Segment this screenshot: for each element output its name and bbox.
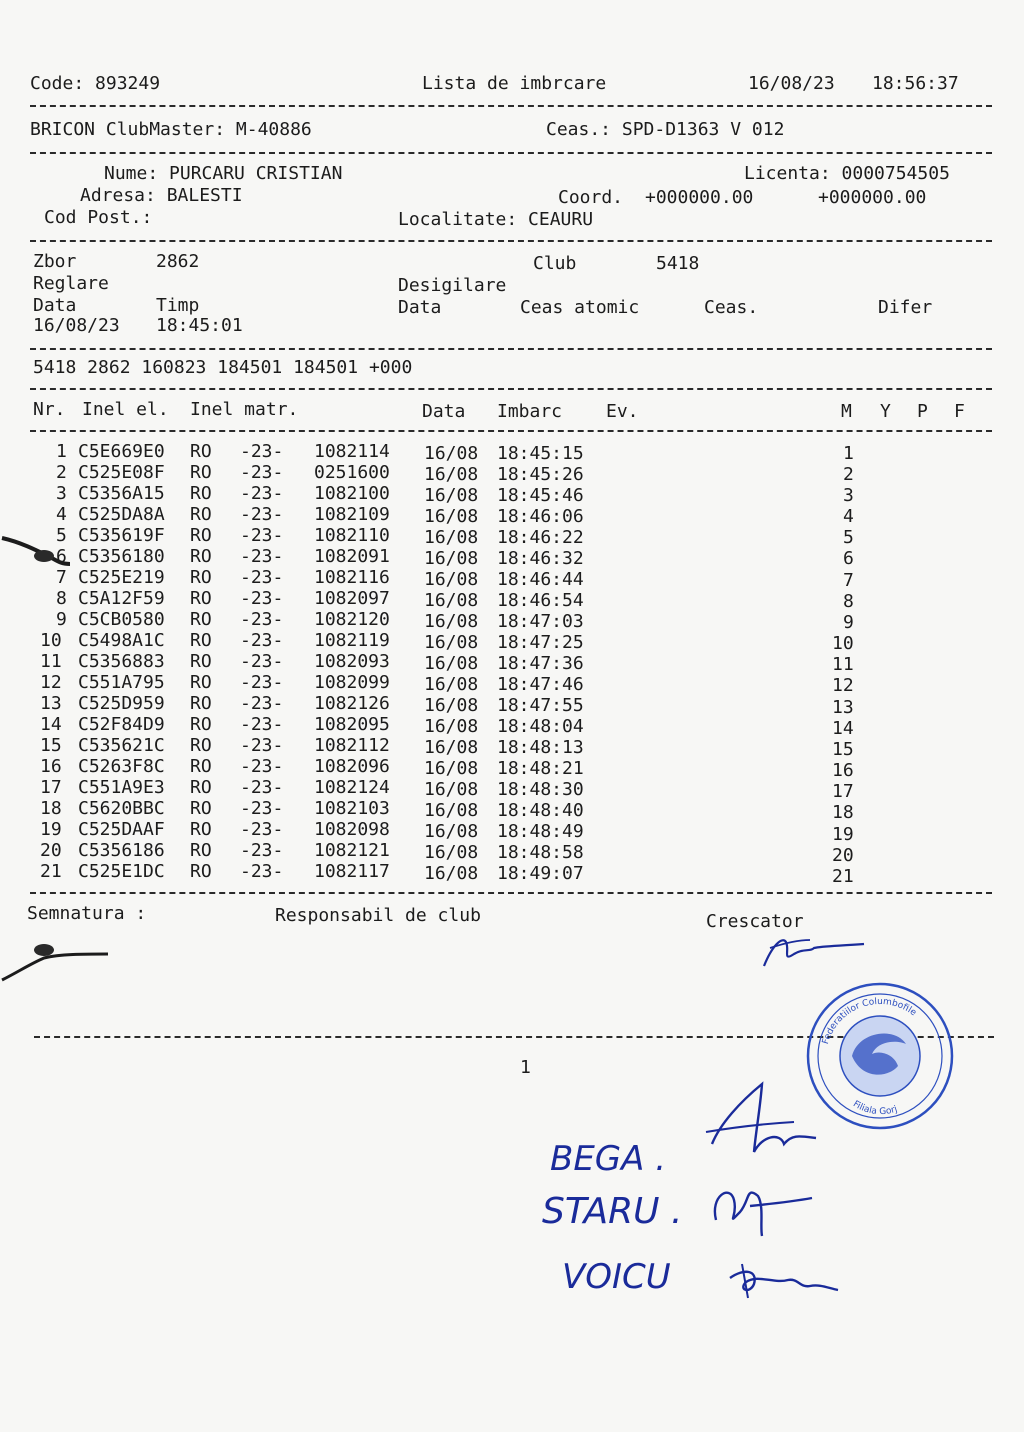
- ink-mark: [0, 525, 80, 572]
- flight-time: 18:45:01: [156, 315, 243, 336]
- cell-inel-matr: 1082121: [314, 840, 390, 861]
- cell-time: 18:45:15: [497, 443, 584, 464]
- table-row: [0, 798, 1024, 823]
- cell-m: 14: [832, 718, 854, 739]
- cell-inel-matr: 1082095: [314, 714, 390, 735]
- cell-m: 15: [832, 739, 854, 760]
- cell-inel-el: C5CB0580: [78, 609, 165, 630]
- cell-country: RO: [190, 693, 212, 714]
- cell-country: RO: [190, 567, 212, 588]
- cell-inel-matr: 1082112: [314, 735, 390, 756]
- cell-inel-matr: 0251600: [314, 462, 390, 483]
- cell-m: 11: [832, 654, 854, 675]
- cell-nr: 7: [56, 567, 67, 588]
- cell-inel-el: C525D959: [78, 693, 165, 714]
- zbor-value: 2862: [156, 251, 200, 272]
- cell-m: 3: [843, 485, 854, 506]
- cell-year: -23-: [240, 756, 284, 777]
- cell-inel-el: C551A9E3: [78, 777, 165, 798]
- federation-stamp: [802, 980, 958, 1130]
- cell-nr: 19: [40, 819, 62, 840]
- cell-year: -23-: [240, 714, 284, 735]
- table-row: [0, 652, 1024, 673]
- cell-year: -23-: [240, 630, 284, 651]
- club-responsible-label: Responsabil de club: [275, 905, 481, 926]
- cell-year: -23-: [240, 693, 284, 714]
- cell-nr: 14: [40, 714, 62, 735]
- cell-country: RO: [190, 798, 212, 819]
- licence: Licenta: 0000754505: [744, 163, 950, 184]
- cell-inel-el: C5620BBC: [78, 798, 165, 819]
- cell-nr: 2: [56, 462, 67, 483]
- cell-country: RO: [190, 504, 212, 525]
- breeder-label: Crescator: [706, 911, 804, 932]
- cell-time: 18:46:32: [497, 548, 584, 569]
- cell-year: -23-: [240, 504, 284, 525]
- cell-m: 16: [832, 760, 854, 781]
- club-value: 5418: [656, 253, 700, 274]
- cell-inel-el: C525DA8A: [78, 504, 165, 525]
- cell-inel-matr: 1082124: [314, 777, 390, 798]
- table-row: [0, 840, 1024, 866]
- cell-inel-el: C5356180: [78, 546, 165, 567]
- postal-code: Cod Post.:: [44, 207, 153, 228]
- cell-time: 18:46:06: [497, 506, 584, 527]
- table-row: [0, 463, 1024, 484]
- cell-time: 18:48:21: [497, 758, 584, 779]
- cell-date: 16/08: [424, 716, 479, 737]
- cell-year: -23-: [240, 462, 284, 483]
- cell-m: 13: [832, 697, 854, 718]
- cell-date: 16/08: [424, 695, 479, 716]
- header-date: 16/08/23: [748, 73, 835, 94]
- cell-inel-el: C535619F: [78, 525, 165, 546]
- cell-m: 4: [843, 506, 854, 527]
- cell-nr: 16: [40, 756, 62, 777]
- cell-date: 16/08: [424, 632, 479, 653]
- cell-country: RO: [190, 651, 212, 672]
- cell-m: 17: [832, 781, 854, 802]
- cell-m: 21: [832, 866, 854, 887]
- cell-date: 16/08: [424, 506, 479, 527]
- cell-inel-el: C5263F8C: [78, 756, 165, 777]
- table-row: [0, 442, 1024, 463]
- cell-date: 16/08: [424, 863, 479, 884]
- cell-year: -23-: [240, 441, 284, 462]
- col-imbarc: Imbarc: [497, 401, 563, 422]
- cell-date: 16/08: [424, 527, 479, 548]
- cell-time: 18:49:07: [497, 863, 584, 884]
- table-row: [0, 547, 1024, 568]
- cell-m: 8: [843, 591, 854, 612]
- cell-time: 18:48:58: [497, 842, 584, 863]
- cell-year: -23-: [240, 735, 284, 756]
- table-row: [0, 861, 1024, 887]
- cell-country: RO: [190, 777, 212, 798]
- cell-country: RO: [190, 462, 212, 483]
- table-row: [0, 610, 1024, 631]
- cell-nr: 5: [56, 525, 67, 546]
- cell-m: 1: [843, 443, 854, 464]
- cell-nr: 6: [56, 546, 67, 567]
- coord-label: Coord.: [558, 187, 624, 208]
- cell-year: -23-: [240, 840, 284, 861]
- table-row: [0, 505, 1024, 526]
- breeder-signature: [752, 926, 872, 976]
- cell-inel-matr: 1082100: [314, 483, 390, 504]
- owner-address: Adresa: BALESTI: [80, 185, 243, 206]
- reglare-label: Reglare: [33, 273, 109, 294]
- club-label: Club: [533, 253, 577, 274]
- cell-inel-matr: 1082114: [314, 441, 390, 462]
- cell-date: 16/08: [424, 674, 479, 695]
- cell-nr: 3: [56, 483, 67, 504]
- cell-year: -23-: [240, 672, 284, 693]
- col-data: Data: [422, 401, 466, 422]
- cell-time: 18:47:55: [497, 695, 584, 716]
- cell-country: RO: [190, 441, 212, 462]
- cell-year: -23-: [240, 798, 284, 819]
- svg-text:Federatiilor Columbofile: Federatiilor Columbofile: [820, 996, 919, 1046]
- cell-nr: 12: [40, 672, 62, 693]
- cell-date: 16/08: [424, 464, 479, 485]
- cell-country: RO: [190, 609, 212, 630]
- divider: [30, 430, 992, 432]
- cell-time: 18:47:03: [497, 611, 584, 632]
- cell-date: 16/08: [424, 590, 479, 611]
- official-signature: [700, 1074, 820, 1170]
- difer-label: Difer: [878, 297, 933, 318]
- col-inel-el: Inel el.: [82, 399, 169, 420]
- cell-nr: 17: [40, 777, 62, 798]
- cell-time: 18:48:13: [497, 737, 584, 758]
- col-inel-matr: Inel matr.: [190, 399, 299, 420]
- cell-inel-el: C525E219: [78, 567, 165, 588]
- ceas-atomic-label: Ceas atomic: [520, 297, 640, 318]
- handwritten-name-2: STARU .: [542, 1191, 683, 1232]
- divider: [30, 892, 992, 894]
- cell-nr: 18: [40, 798, 62, 819]
- cell-country: RO: [190, 819, 212, 840]
- cell-inel-el: C5356883: [78, 651, 165, 672]
- cell-nr: 10: [40, 630, 62, 651]
- signature-2: [700, 1176, 820, 1240]
- divider: [30, 388, 992, 390]
- divider: [30, 348, 992, 350]
- cell-year: -23-: [240, 861, 284, 882]
- cell-inel-matr: 1082117: [314, 861, 390, 882]
- cell-year: -23-: [240, 525, 284, 546]
- flight-date: 16/08/23: [33, 315, 120, 336]
- table-row: [0, 777, 1024, 802]
- ink-mark: [0, 934, 110, 988]
- cell-date: 16/08: [424, 611, 479, 632]
- cell-country: RO: [190, 735, 212, 756]
- cell-inel-el: C525E1DC: [78, 861, 165, 882]
- table-row: [0, 819, 1024, 845]
- cell-year: -23-: [240, 483, 284, 504]
- divider: [30, 105, 992, 107]
- cell-inel-matr: 1082109: [314, 504, 390, 525]
- table-row: [0, 484, 1024, 505]
- cell-nr: 4: [56, 504, 67, 525]
- svg-text:Filiala Gorj: Filiala Gorj: [851, 1099, 899, 1118]
- code-label: Code: 893249: [30, 73, 161, 94]
- handwritten-name-3: VOICU: [562, 1257, 671, 1297]
- cell-time: 18:48:40: [497, 800, 584, 821]
- table-row: [0, 589, 1024, 610]
- cell-nr: 1: [56, 441, 67, 462]
- cell-nr: 13: [40, 693, 62, 714]
- cell-inel-matr: 1082110: [314, 525, 390, 546]
- cell-m: 6: [843, 548, 854, 569]
- cell-inel-matr: 1082093: [314, 651, 390, 672]
- cell-date: 16/08: [424, 443, 479, 464]
- cell-nr: 11: [40, 651, 62, 672]
- table-row: [0, 756, 1024, 781]
- cell-year: -23-: [240, 777, 284, 798]
- signature-3: [724, 1260, 844, 1304]
- cell-time: 18:46:54: [497, 590, 584, 611]
- cell-inel-el: C52F84D9: [78, 714, 165, 735]
- cell-date: 16/08: [424, 653, 479, 674]
- table-row: [0, 526, 1024, 547]
- cell-date: 16/08: [424, 821, 479, 842]
- cell-time: 18:47:36: [497, 653, 584, 674]
- cell-m: 7: [843, 570, 854, 591]
- cell-inel-matr: 1082103: [314, 798, 390, 819]
- cell-time: 18:47:46: [497, 674, 584, 695]
- cell-inel-el: C525E08F: [78, 462, 165, 483]
- table-row: [0, 673, 1024, 694]
- ceas-col-label: Ceas.: [704, 297, 759, 318]
- cell-date: 16/08: [424, 569, 479, 590]
- cell-date: 16/08: [424, 779, 479, 800]
- cell-time: 18:46:22: [497, 527, 584, 548]
- flight-summary: 5418 2862 160823 184501 184501 +000: [33, 357, 413, 378]
- col-p: P: [917, 401, 928, 422]
- cell-time: 18:48:30: [497, 779, 584, 800]
- cell-nr: 8: [56, 588, 67, 609]
- cell-country: RO: [190, 483, 212, 504]
- cell-time: 18:45:46: [497, 485, 584, 506]
- cell-inel-matr: 1082099: [314, 672, 390, 693]
- cell-year: -23-: [240, 546, 284, 567]
- cell-m: 2: [843, 464, 854, 485]
- cell-inel-el: C535621C: [78, 735, 165, 756]
- col-ev: Ev.: [606, 401, 639, 422]
- cell-country: RO: [190, 525, 212, 546]
- cell-inel-el: C5A12F59: [78, 588, 165, 609]
- col-nr: Nr.: [33, 399, 66, 420]
- cell-date: 16/08: [424, 737, 479, 758]
- cell-m: 18: [832, 802, 854, 823]
- cell-inel-matr: 1082126: [314, 693, 390, 714]
- col-f: F: [954, 401, 965, 422]
- owner-name: Nume: PURCARU CRISTIAN: [104, 163, 343, 184]
- cell-inel-el: C5356186: [78, 840, 165, 861]
- cell-country: RO: [190, 840, 212, 861]
- cell-inel-el: C5E669E0: [78, 441, 165, 462]
- cell-inel-matr: 1082097: [314, 588, 390, 609]
- timp-label: Timp: [156, 295, 200, 316]
- table-row: [0, 735, 1024, 760]
- cell-inel-matr: 1082120: [314, 609, 390, 630]
- cell-m: 19: [832, 824, 854, 845]
- page-number: 1: [520, 1057, 531, 1078]
- coord-x: +000000.00: [645, 187, 754, 208]
- table-row: [0, 631, 1024, 652]
- header-time: 18:56:37: [872, 73, 959, 94]
- cell-country: RO: [190, 672, 212, 693]
- cell-inel-matr: 1082096: [314, 756, 390, 777]
- data-label: Data: [33, 295, 77, 316]
- document-title: Lista de imbrcare: [422, 73, 607, 94]
- cell-inel-el: C5498A1C: [78, 630, 165, 651]
- cell-time: 18:47:25: [497, 632, 584, 653]
- cell-date: 16/08: [424, 758, 479, 779]
- cell-date: 16/08: [424, 800, 479, 821]
- cell-country: RO: [190, 630, 212, 651]
- cell-year: -23-: [240, 651, 284, 672]
- ceas-label: Ceas.: SPD-D1363 V 012: [546, 119, 785, 140]
- signature-label: Semnatura :: [27, 903, 147, 924]
- table-row: [0, 693, 1024, 718]
- cell-date: 16/08: [424, 548, 479, 569]
- cell-year: -23-: [240, 588, 284, 609]
- col-m: M: [841, 401, 852, 422]
- coord-y: +000000.00: [818, 187, 927, 208]
- cell-m: 9: [843, 612, 854, 633]
- table-row: [0, 568, 1024, 589]
- cell-country: RO: [190, 588, 212, 609]
- table-row: [0, 714, 1024, 739]
- divider: [30, 152, 992, 154]
- cell-country: RO: [190, 546, 212, 567]
- data2-label: Data: [398, 297, 442, 318]
- cell-year: -23-: [240, 609, 284, 630]
- cell-time: 18:46:44: [497, 569, 584, 590]
- cell-country: RO: [190, 861, 212, 882]
- cell-time: 18:45:26: [497, 464, 584, 485]
- cell-inel-matr: 1082116: [314, 567, 390, 588]
- cell-country: RO: [190, 756, 212, 777]
- locality: Localitate: CEAURU: [398, 209, 594, 230]
- cell-inel-el: C551A795: [78, 672, 165, 693]
- divider: [30, 240, 992, 242]
- cell-nr: 15: [40, 735, 62, 756]
- cell-nr: 20: [40, 840, 62, 861]
- cell-m: 10: [832, 633, 854, 654]
- desigilare-label: Desigilare: [398, 275, 507, 296]
- cell-country: RO: [190, 714, 212, 735]
- handwritten-name-1: BEGA .: [550, 1139, 667, 1179]
- zbor-label: Zbor: [33, 251, 77, 272]
- cell-nr: 9: [56, 609, 67, 630]
- cell-m: 5: [843, 527, 854, 548]
- cell-inel-el: C5356A15: [78, 483, 165, 504]
- cell-year: -23-: [240, 567, 284, 588]
- club-master-label: BRICON ClubMaster: M-40886: [30, 119, 312, 140]
- cell-date: 16/08: [424, 485, 479, 506]
- cell-inel-matr: 1082119: [314, 630, 390, 651]
- cell-inel-matr: 1082098: [314, 819, 390, 840]
- col-y: Y: [880, 401, 891, 422]
- cell-nr: 21: [40, 861, 62, 882]
- cell-date: 16/08: [424, 842, 479, 863]
- cell-year: -23-: [240, 819, 284, 840]
- cell-inel-el: C525DAAF: [78, 819, 165, 840]
- cell-inel-matr: 1082091: [314, 546, 390, 567]
- cell-m: 12: [832, 675, 854, 696]
- cell-time: 18:48:49: [497, 821, 584, 842]
- cell-m: 20: [832, 845, 854, 866]
- cell-time: 18:48:04: [497, 716, 584, 737]
